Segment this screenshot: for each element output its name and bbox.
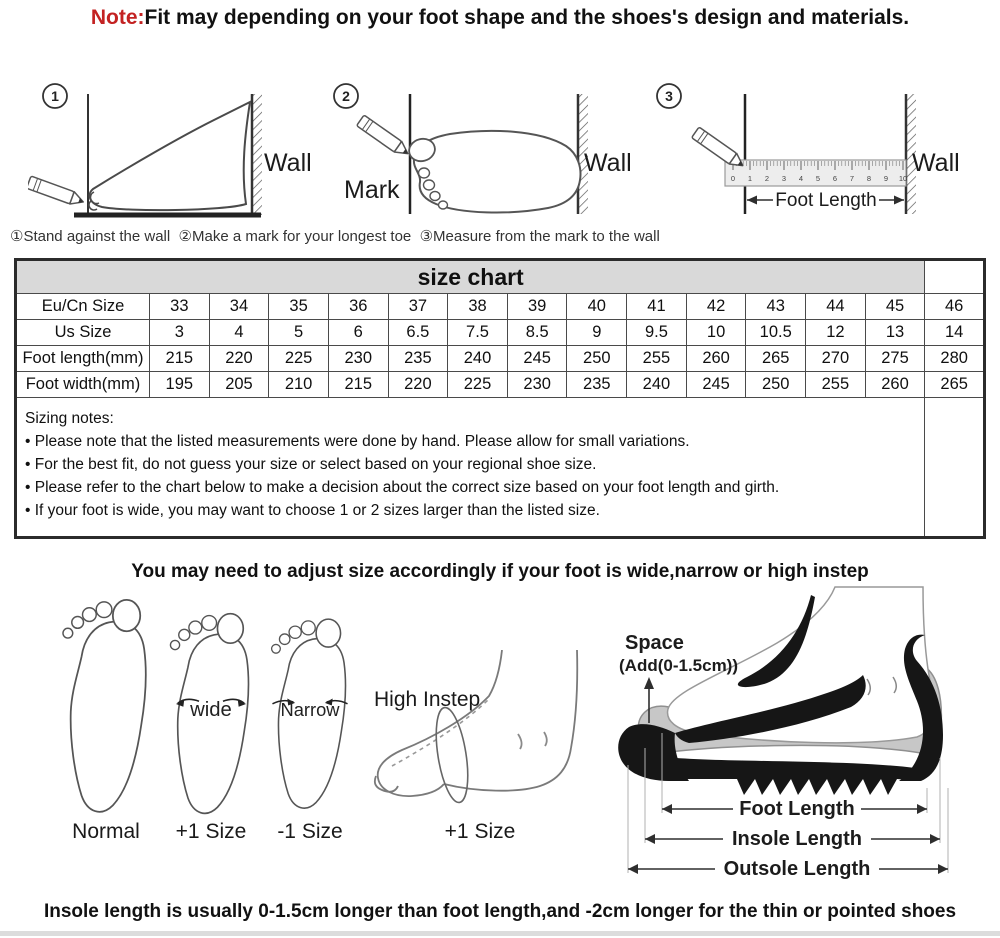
size-cell: 260 (686, 346, 746, 372)
size-cell: 260 (865, 372, 925, 398)
sizing-notes-cell (16, 398, 925, 538)
svg-text:10: 10 (898, 174, 908, 183)
size-cell: 270 (806, 346, 866, 372)
svg-text:2: 2 (764, 174, 770, 183)
toe (83, 608, 97, 622)
measure-step-1-figure (28, 74, 330, 226)
size-cell: 255 (806, 372, 866, 398)
size-cell: 37 (388, 294, 448, 320)
size-chart-body (16, 260, 985, 398)
wall-label: Wall (912, 149, 960, 177)
size-cell: 210 (269, 372, 329, 398)
size-cell: 220 (209, 346, 269, 372)
toe (179, 629, 190, 640)
size-cell: 265 (746, 346, 806, 372)
size-cell: 6.5 (388, 320, 448, 346)
toe (301, 621, 315, 635)
foot-sole-outline (278, 638, 345, 808)
note-label: Note: (90, 6, 145, 29)
svg-text:1: 1 (747, 174, 753, 183)
size-cell: 275 (865, 346, 925, 372)
toe (419, 168, 430, 178)
toe (189, 621, 202, 634)
size-cell: 4 (209, 320, 269, 346)
foot-narrow-figure (262, 610, 358, 822)
svg-text:6: 6 (832, 174, 838, 183)
row-label: Us Size (16, 320, 150, 346)
high-instep-label: High Instep (374, 688, 481, 711)
foot-wide-figure (160, 610, 262, 822)
insole-length-label: Insole Length (732, 828, 862, 850)
size-cell: 9.5 (627, 320, 687, 346)
size-cell: 235 (567, 372, 627, 398)
toe (430, 192, 440, 201)
size-cell: 225 (269, 346, 329, 372)
size-cell: 41 (627, 294, 687, 320)
size-chart-row (16, 346, 985, 372)
big-toe (217, 614, 243, 643)
size-cell: 6 (328, 320, 388, 346)
sizing-notes-title: Sizing notes: (25, 410, 114, 427)
size-chart-row (16, 294, 985, 320)
outsole-length-label: Outsole Length (723, 858, 871, 880)
toe (279, 634, 289, 644)
space-add-label: (Add(0-1.5cm)) (619, 656, 739, 675)
row-label: Eu/Cn Size (16, 294, 150, 320)
size-cell: 5 (269, 320, 329, 346)
toe (72, 617, 84, 629)
size-cell: 12 (806, 320, 866, 346)
wall-label: Wall (264, 149, 312, 177)
toe (289, 626, 301, 638)
toe (424, 180, 435, 190)
step-3-number: 3 (665, 88, 673, 104)
size-cell: 42 (686, 294, 746, 320)
toe (170, 640, 179, 649)
instep-foot-outline (375, 650, 577, 796)
note-text: Fit may depending on your foot shape and the shoes's design and materials. (144, 6, 910, 29)
size-cell: 43 (746, 294, 806, 320)
steps-caption: ①Stand against the wall ②Make a mark for your longest toe ③Measure from the mark to the wall (10, 228, 660, 245)
narrow-foot-size-label: -1 Size (277, 820, 343, 843)
svg-text:0: 0 (730, 174, 736, 183)
size-chart-row (16, 320, 985, 346)
size-cell: 46 (925, 294, 985, 320)
row-label: Foot width(mm) (16, 372, 150, 398)
svg-text:5: 5 (815, 174, 821, 183)
measure-step-2-figure (330, 74, 642, 226)
space-label: Space (625, 632, 684, 654)
sizing-note: • If your foot is wide, you may want to choose 1 or 2 sizes larger than the listed size. (25, 499, 916, 522)
bottom-note: Insole length is usually 0-1.5cm longer than foot length,and -2cm longer for the thin or pointed shoes (43, 901, 957, 922)
size-cell: 10 (686, 320, 746, 346)
size-cell: 9 (567, 320, 627, 346)
size-cell: 45 (865, 294, 925, 320)
size-cell: 44 (806, 294, 866, 320)
size-chart-row (16, 372, 985, 398)
size-cell: 13 (865, 320, 925, 346)
toe (63, 628, 73, 638)
size-chart-title: size chart (16, 260, 925, 294)
size-cell: 230 (507, 372, 567, 398)
big-toe (316, 619, 340, 647)
row-label: Foot length(mm) (16, 346, 150, 372)
size-cell: 205 (209, 372, 269, 398)
size-cell: 255 (627, 346, 687, 372)
svg-text:4: 4 (798, 174, 804, 183)
pencil-icon (28, 176, 86, 208)
foot-length-label: Foot Length (739, 798, 855, 820)
sizing-note: • Please refer to the chart below to make a decision about the correct size based on your foot length and girth. (25, 476, 916, 499)
wide-foot-size-label: +1 Size (175, 820, 247, 843)
foot-profile-outline (90, 102, 250, 210)
size-cell: 230 (328, 346, 388, 372)
size-cell: 35 (269, 294, 329, 320)
top-note (0, 6, 1000, 30)
wall-hatching (252, 94, 262, 215)
high-instep-size-label: +1 Size (444, 820, 516, 843)
foot-top-outline (414, 131, 581, 213)
size-cell: 10.5 (746, 320, 806, 346)
size-cell: 265 (925, 372, 985, 398)
size-cell: 14 (925, 320, 985, 346)
foot-sole-outline (71, 622, 146, 812)
sizing-note: • Please note that the listed measurements were done by hand. Please allow for small variations. (25, 430, 916, 453)
toe (439, 201, 448, 209)
svg-text:7: 7 (849, 174, 855, 183)
size-cell: 195 (150, 372, 210, 398)
size-cell: 33 (150, 294, 210, 320)
shoe-sawtooth-sole (625, 756, 923, 795)
size-cell: 245 (686, 372, 746, 398)
step-2-number: 2 (342, 88, 350, 104)
shoe-length-diagram (605, 583, 995, 883)
wall-label: Wall (584, 149, 632, 177)
size-cell: 220 (388, 372, 448, 398)
size-cell: 280 (925, 346, 985, 372)
size-cell: 240 (627, 372, 687, 398)
foot-normal-figure (52, 596, 160, 821)
measure-step-3-figure (653, 74, 1000, 226)
narrow-annotation: Narrow (280, 699, 340, 720)
size-cell: 250 (567, 346, 627, 372)
size-cell: 40 (567, 294, 627, 320)
toe (272, 644, 281, 653)
bottom-strip (0, 931, 1000, 936)
size-cell: 235 (388, 346, 448, 372)
size-cell: 7.5 (448, 320, 508, 346)
size-cell: 250 (746, 372, 806, 398)
size-cell: 8.5 (507, 320, 567, 346)
mark-label: Mark (344, 176, 400, 204)
size-cell: 225 (448, 372, 508, 398)
wide-annotation: wide (190, 699, 232, 721)
size-cell: 34 (209, 294, 269, 320)
svg-text:9: 9 (883, 174, 889, 183)
svg-text:8: 8 (866, 174, 872, 183)
size-chart (14, 258, 986, 539)
foot-sole-outline (178, 634, 249, 813)
adjust-size-heading: You may need to adjust size accordingly if your foot is wide,narrow or high instep (131, 561, 869, 582)
size-cell: 3 (150, 320, 210, 346)
toe (96, 602, 112, 618)
size-cell: 36 (328, 294, 388, 320)
sizing-notes-list (25, 430, 916, 522)
sizing-note: • For the best fit, do not guess your size or select based on your regional shoe size. (25, 453, 916, 476)
normal-foot-label: Normal (72, 820, 140, 843)
foot-length-label: Foot Length (775, 190, 877, 211)
pencil-icon (357, 115, 412, 159)
size-cell: 240 (448, 346, 508, 372)
toe (202, 616, 217, 631)
foot-high-instep-figure (372, 650, 607, 815)
size-cell: 39 (507, 294, 567, 320)
svg-text:3: 3 (781, 174, 787, 183)
size-cell: 245 (507, 346, 567, 372)
pencil-icon (692, 127, 747, 171)
big-toe (113, 600, 140, 631)
size-cell: 215 (328, 372, 388, 398)
step-1-number: 1 (51, 88, 59, 104)
size-cell: 215 (150, 346, 210, 372)
size-cell: 38 (448, 294, 508, 320)
